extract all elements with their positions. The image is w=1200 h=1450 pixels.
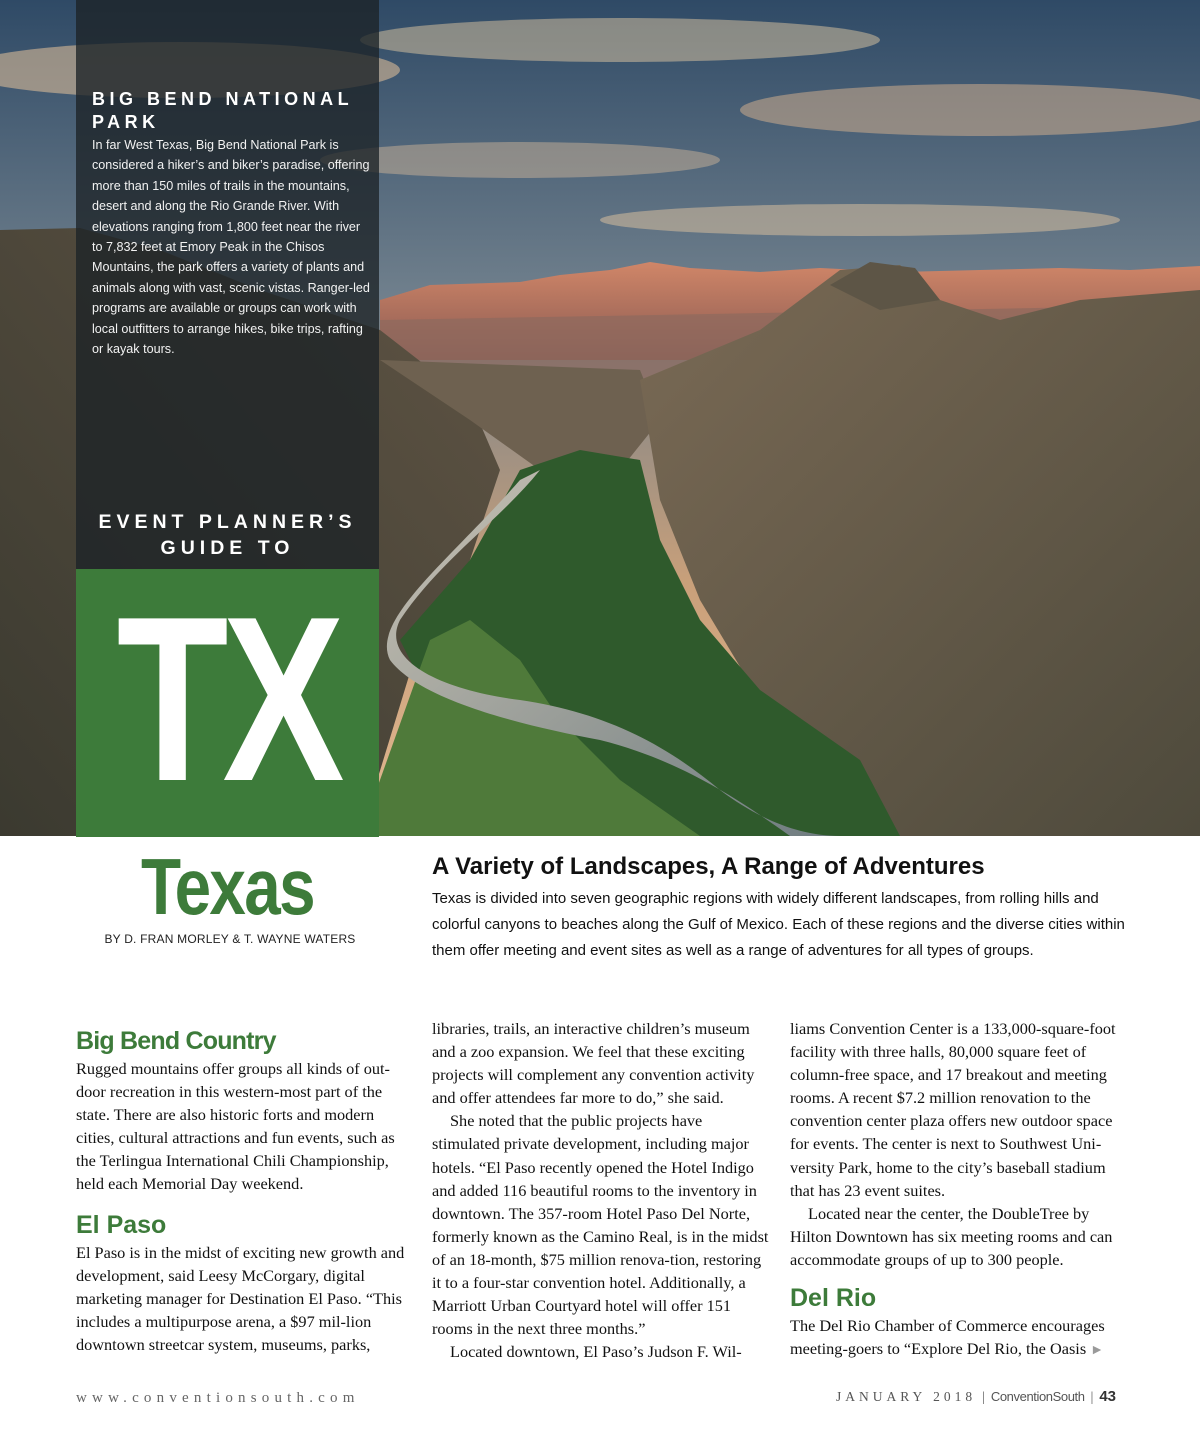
page-number: 43	[1099, 1388, 1116, 1405]
footer-folio	[836, 1388, 1116, 1405]
el-paso-paragraph-1a: El Paso is in the midst of exciting new growth and development, said Leesy McCorgary, digital marketing manager for Destination El Paso. “This includes a multipurpose arena, a $97 mil-lion downtown streetcar system, museums, parks,	[76, 1242, 405, 1354]
deck-heading: A Variety of Landscapes, A Range of Adventures	[432, 853, 985, 880]
big-bend-paragraph: Rugged mountains offer groups all kinds of out-door recreation in this western-most part of the state. There are also historic forts and modern cities, cultural attractions and fun events, such as the Terlingua International Chili Championship, held each Memorial Day weekend.	[76, 1059, 395, 1194]
del-rio-paragraph	[790, 1314, 1130, 1362]
sidebar-title: BIG BEND NATIONAL PARK	[92, 89, 353, 132]
section-heading-el-paso: El Paso	[76, 1210, 167, 1239]
footer-separator-2: |	[1090, 1389, 1094, 1404]
del-rio-text: The Del Rio Chamber of Commerce encourages meeting-goers to “Explore Del Rio, the Oasis	[790, 1316, 1105, 1359]
byline: BY D. FRAN MORLEY & T. WAYNE WATERS	[104, 932, 356, 946]
deck-body: Texas is divided into seven geographic regions with widely different landscapes, from rolling hills and colorful canyons to beaches along the Gulf of Mexico. Each of these regions and the diverse cities within them offer meeting and event sites as well as a range of adventures for all types of groups.	[432, 890, 1125, 959]
footer-brand: ConventionSouth	[990, 1389, 1085, 1404]
footer-website[interactable]: www.conventionsouth.com	[76, 1390, 360, 1406]
footer-date: JANUARY 2018	[836, 1389, 977, 1404]
column-2	[432, 1017, 770, 1363]
footer-separator: |	[982, 1389, 985, 1404]
sidebar-body: In far West Texas, Big Bend National Park is considered a hiker’s and biker’s paradise, offering more than 150 miles of trails in the mountains, desert and along the Rio Grande River. With elevations ranging from 1,800 feet near the river to 7,832 feet at Emory Peak in the Chisos Mountains, the park offers a variety of plants and animals along with vast, scenic vistas. Ranger-led programs are available or groups can work with local outfitters to arrange hikes, bike trips, rafting or kayak tours.	[92, 138, 370, 357]
column-1	[76, 1017, 410, 1356]
tx-title-block	[76, 569, 379, 837]
el-paso-paragraph-3b: liams Convention Center is a 133,000-square-foot facility with three halls, 80,000 square feet of column-free space, and 17 breakout and meeting rooms. A recent $7.2 million renovation to the convention center plaza offers new outdoor space for events. The center is next to Southwest Uni-versity Park, home to the city’s baseball stadium that has 23 event suites.	[790, 1019, 1116, 1200]
column-3	[790, 1017, 1130, 1362]
el-paso-paragraph-3a: Located downtown, El Paso’s Judson F. Wil-	[450, 1342, 742, 1362]
page-title: Texas	[141, 842, 314, 931]
el-paso-paragraph-4: Located near the center, the DoubleTree by Hilton Downtown has six meeting rooms and can accommodate groups of up to 300 people.	[790, 1203, 1113, 1269]
tx-text: TX	[116, 567, 339, 830]
section-heading-big-bend: Big Bend Country	[76, 1027, 276, 1055]
guide-kicker: EVENT PLANNER’S GUIDE TO	[98, 511, 357, 559]
el-paso-paragraph-2: She noted that the public projects have stimulated private development, including major hotels. “El Paso recently opened the Hotel Indigo and added 116 beautiful rooms to the inventory in downtown. The 357-room Hotel Paso Del Norte, formerly known as the Camino Real, is in the midst of an 18-month, $75 million renova-tion, restoring it to a four-star convention hotel. Additionally, a Marriott Urban Courtyard hotel will offer 151 rooms in the next three months.”	[432, 1111, 769, 1339]
section-heading-del-rio: Del Rio	[790, 1284, 877, 1313]
continue-arrow-icon: ►	[1090, 1343, 1105, 1359]
el-paso-paragraph-1b: libraries, trails, an interactive children’s museum and a zoo expansion. We feel that these exciting projects will complement any convention activity and offer attendees far more to do,” she said.	[432, 1019, 755, 1108]
